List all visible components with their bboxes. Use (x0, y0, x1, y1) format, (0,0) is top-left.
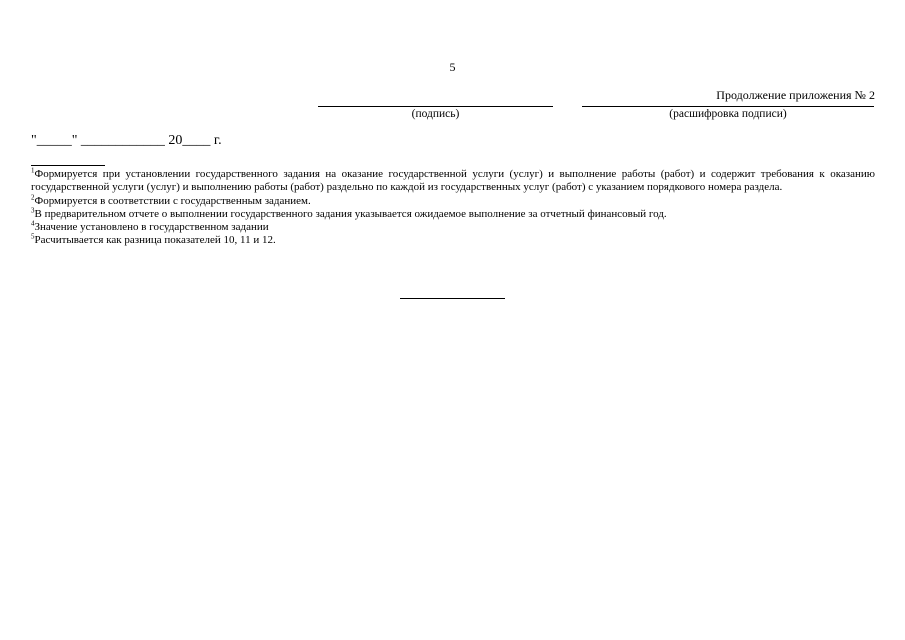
footnote-marker: 2 (31, 192, 35, 201)
footnote-3 (31, 208, 875, 221)
footnote-5 (31, 234, 875, 247)
footnote-1 (31, 168, 875, 195)
document-end-rule (400, 298, 505, 299)
footnote-separator (31, 165, 105, 166)
footnotes (31, 168, 875, 248)
footnote-marker: 5 (31, 232, 35, 241)
page-number: 5 (449, 60, 456, 74)
signature-caption: (подпись) (411, 108, 460, 120)
footnote-text: В предварительном отчете о выполнении государственного задания указывается ожидаемое выполнение за отчетный финансовый год. (34, 207, 667, 220)
signature-decoding-caption: (расшифровка подписи) (669, 108, 787, 120)
signature-line (318, 106, 553, 107)
footnote-text: Значение установлено в государственном задании (34, 221, 269, 234)
footnote-4 (31, 221, 875, 234)
appendix-continuation-label: Продолжение приложения № 2 (716, 88, 875, 102)
footnote-marker: 3 (31, 206, 35, 215)
footnote-2 (31, 192, 875, 208)
signature-decoding-line (582, 106, 874, 107)
footnote-marker: 4 (31, 219, 35, 228)
footnote-text: Формируется в соответствии с государственным заданием. (34, 194, 311, 207)
footnote-marker: 1 (31, 166, 35, 175)
footnote-text: Расчитывается как разница показателей 10, 11 и 12. (34, 234, 276, 247)
footnote-text: Формируется при установлении государственного задания на оказание государственной услуги (услуг) и выполнение работы (работ) и содержит требования к оказанию государственной услуги (услуг) и выполнению работы (работ) раздельно по каждой из государственных услуг (работ) с указанием порядкового номера раздела. (31, 168, 875, 194)
date-line: "_____" ____________ 20____ г. (31, 133, 222, 148)
